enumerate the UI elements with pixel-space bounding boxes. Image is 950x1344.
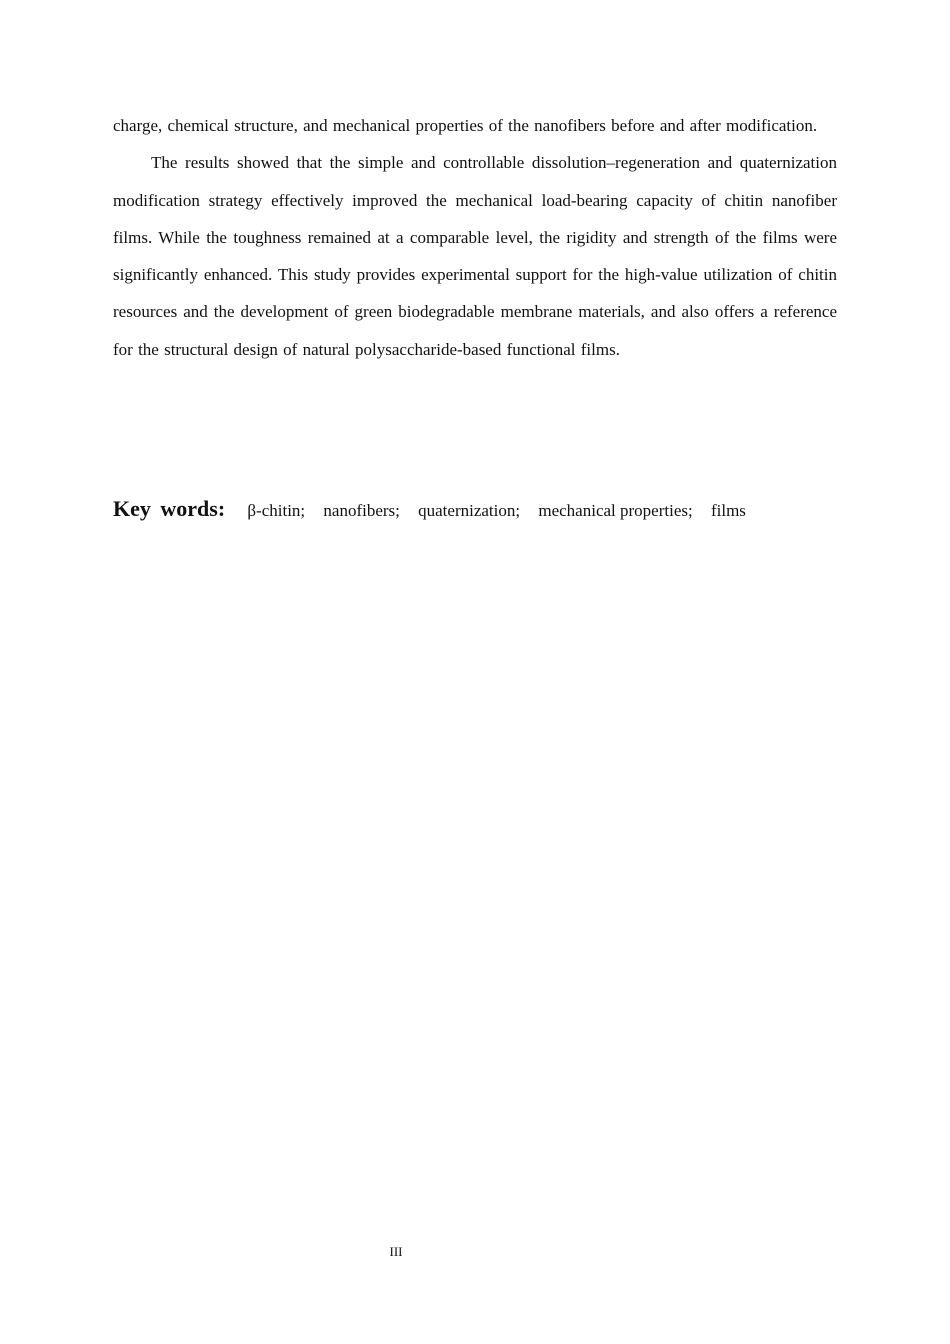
keyword-term: quaternization; — [418, 501, 521, 520]
keyword-term: β-chitin; — [247, 501, 306, 520]
abstract-paragraph-results: The results showed that the simple and controllable dissolution–regeneration and quaternization modification strategy effectively improved the mechanical load-bearing capacity of chitin nanofiber films. While the toughness remained at a comparable level, the rigidity and strength of the films were significantly enhanced. This study provides experimental support for the high-value utilization of chitin resources and the development of green biodegradable membrane materials, and also offers a reference for the structural design of natural polysaccharide-based functional films. — [113, 153, 837, 359]
keyword-term: mechanical properties; — [538, 501, 693, 520]
keywords-label: Key words: — [113, 496, 226, 521]
abstract-body — [113, 107, 837, 368]
abstract-paragraph-continued: charge, chemical structure, and mechanical properties of the nanofibers before and after modification. — [113, 116, 818, 135]
page-number: III — [389, 1244, 403, 1259]
keywords-line — [113, 492, 873, 528]
keyword-term: films — [710, 501, 746, 520]
keyword-term: nanofibers; — [323, 501, 400, 520]
